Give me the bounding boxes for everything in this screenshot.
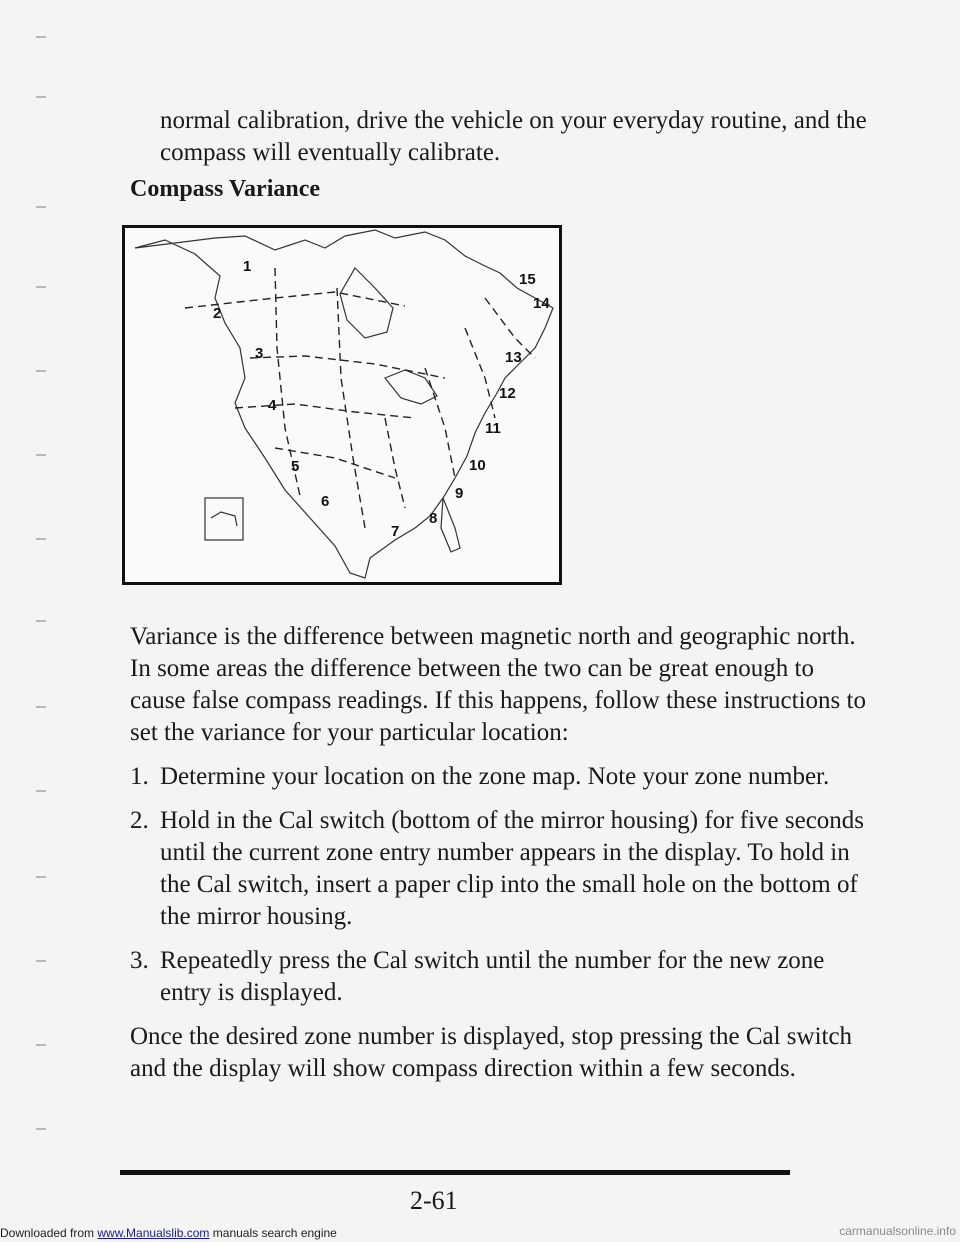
margin-tick [36,538,46,540]
step-text: Hold in the Cal switch (bottom of the mirror housing) for five seconds [160,807,865,834]
hudson-bay [340,268,393,338]
step-number: 1. [130,763,149,790]
variance-line-3: cause false compass readings. If this happens, follow these instructions to [130,687,866,714]
margin-tick [36,1044,46,1046]
download-notice [0,1226,337,1240]
zone-label-3: 3 [255,345,264,362]
zone-map [122,225,562,585]
intro-line-1: normal calibration, drive the vehicle on your everyday routine, and the [160,107,867,134]
margin-tick [36,620,46,622]
closing-line-2: and the display will show compass direction within a few seconds. [130,1055,796,1082]
margin-tick [36,454,46,456]
page-number: 2-61 [410,1186,458,1215]
zone-label-4: 4 [268,397,277,414]
step-number: 2. [130,807,149,834]
closing-line-1: Once the desired zone number is displayed, stop pressing the Cal switch [130,1023,853,1050]
margin-tick [36,206,46,208]
zone-line [385,418,405,508]
margin-tick [36,960,46,962]
zone-label-10: 10 [469,457,486,474]
variance-line-4: set the variance for your particular location: [130,719,569,746]
step-2-cont: the Cal switch, insert a paper clip into the small hole on the bottom of [160,871,858,898]
manualslib-link[interactable]: www.Manualslib.com [97,1226,210,1240]
margin-tick [36,286,46,288]
step-2-cont: the mirror housing. [160,903,353,930]
zone-label-11: 11 [485,420,501,437]
zone-label-7: 7 [391,523,400,540]
download-prefix: Downloaded from [0,1226,98,1240]
download-suffix: manuals search engine [209,1226,337,1240]
zone-map-figure [125,228,559,582]
zone-label-14: 14 [533,295,550,312]
step-1 [130,760,829,793]
step-2-cont: until the current zone entry number appears in the display. To hold in [160,839,850,866]
step-2 [130,804,864,837]
step-text: Repeatedly press the Cal switch until the number for the new zone [160,947,825,974]
variance-line-1: Variance is the difference between magnetic north and geographic north. [130,623,856,650]
zone-label-15: 15 [519,271,536,288]
great-lakes [385,370,437,404]
margin-tick [36,706,46,708]
margin-tick [36,370,46,372]
zone-label-2: 2 [213,305,222,322]
watermark: carmanualsonline.info [839,1224,956,1238]
margin-tick [36,1128,46,1130]
zone-label-6: 6 [321,493,330,510]
zone-label-8: 8 [429,510,438,527]
zone-label-1: 1 [243,258,252,275]
margin-tick [36,96,46,98]
step-3-cont: entry is displayed. [160,979,343,1006]
zone-label-12: 12 [499,385,516,402]
step-text: Determine your location on the zone map. Note your zone number. [160,763,830,790]
continent-outline [135,230,553,578]
zone-label-13: 13 [505,349,522,366]
margin-tick [36,876,46,878]
step-number: 3. [130,947,149,974]
step-3 [130,944,824,977]
footer-rule [120,1170,790,1175]
intro-line-2: compass will eventually calibrate. [160,139,501,166]
section-heading: Compass Variance [130,176,321,202]
variance-line-2: In some areas the difference between the two can be great enough to [130,655,814,682]
alaska-inset [205,498,243,540]
zone-line [235,404,415,418]
zone-label-5: 5 [291,458,300,475]
zone-label-9: 9 [455,485,464,502]
margin-tick [36,36,46,38]
florida [441,498,460,552]
margin-tick [36,790,46,792]
